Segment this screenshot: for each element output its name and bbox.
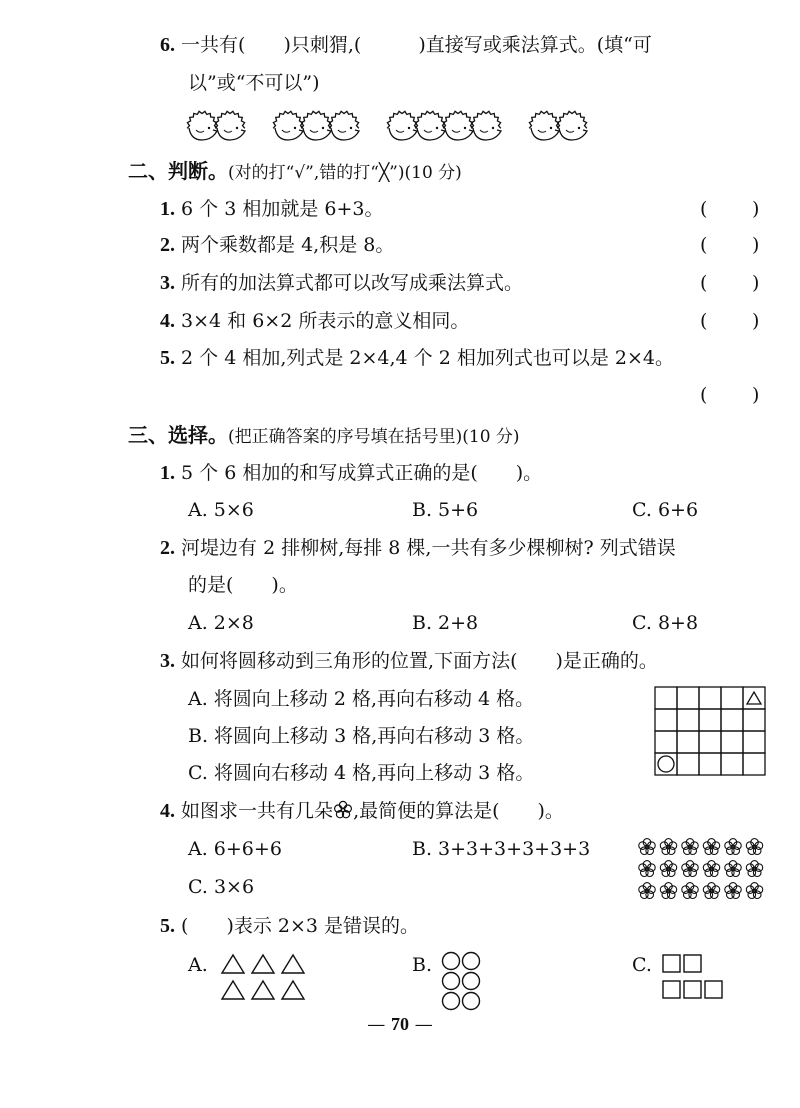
judge-item-text: 3×4 和 6×2 所表示的意义相同。 bbox=[181, 310, 470, 332]
section-3-title: 三、选择。 bbox=[128, 423, 228, 447]
hedgehog-icon bbox=[529, 111, 559, 140]
flower-icon bbox=[725, 883, 741, 899]
flower-icon bbox=[746, 839, 762, 855]
flower-icon bbox=[660, 861, 676, 877]
choice-q3-number: 3. bbox=[160, 650, 175, 672]
choice-q2-text: 河堤边有 2 排柳树,每排 8 棵,一共有多少棵柳树? 列式错误 bbox=[181, 537, 676, 559]
choice-q2-line1 bbox=[160, 535, 676, 561]
choice-q1-option-c[interactable]: C. 6+6 bbox=[632, 499, 699, 521]
flower-icon bbox=[333, 800, 353, 820]
grid-cell bbox=[743, 687, 765, 709]
section-3-heading bbox=[128, 422, 520, 450]
paren-open: ( bbox=[700, 310, 708, 332]
choice-q5-text: ( )表示 2×3 是错误的。 bbox=[181, 915, 420, 937]
choice-q4-option-a[interactable]: A. 6+6+6 bbox=[188, 838, 282, 860]
judge-item-text: 两个乘数都是 4,积是 8。 bbox=[181, 234, 395, 256]
flower-icon bbox=[746, 883, 762, 899]
grid-cell bbox=[721, 731, 743, 753]
hedgehog-icon bbox=[215, 111, 245, 140]
choice-q3-option-b[interactable]: B. 将圆向上移动 3 格,再向右移动 3 格。 bbox=[188, 725, 535, 747]
paren-open: ( bbox=[700, 234, 708, 256]
flower-icon bbox=[682, 861, 698, 877]
hedgehog-icon bbox=[273, 111, 303, 140]
q6-line2: 以”或“不可以”) bbox=[188, 72, 320, 94]
choice-q3-option-c[interactable]: C. 将圆向右移动 4 格,再向上移动 3 格。 bbox=[188, 762, 535, 784]
judge-item-text: 6 个 3 相加就是 6+3。 bbox=[181, 198, 384, 220]
q6-line1 bbox=[160, 32, 652, 58]
choice-q2-option-b[interactable]: B. 2+8 bbox=[412, 612, 479, 634]
squares-figure bbox=[662, 954, 732, 1000]
choice-q4-text-rest: ,最简便的算法是( )。 bbox=[353, 800, 564, 822]
paren-close: ) bbox=[752, 384, 760, 406]
grid-cell bbox=[721, 709, 743, 731]
grid-cell bbox=[655, 687, 677, 709]
judge-item-number: 2. bbox=[160, 234, 175, 256]
choice-q3-option-a[interactable]: A. 将圆向上移动 2 格,再向右移动 4 格。 bbox=[188, 688, 535, 710]
choice-q2-option-a[interactable]: A. 2×8 bbox=[188, 612, 254, 634]
choice-q2-line2: 的是( )。 bbox=[188, 574, 298, 596]
choice-q5-option-b[interactable]: B. bbox=[412, 954, 433, 976]
hedgehog-illustration bbox=[186, 108, 726, 144]
choice-q1-option-b[interactable]: B. 5+6 bbox=[412, 499, 479, 521]
judge-item-4 bbox=[160, 308, 469, 334]
q6-text: 一共有( )只刺猬,( )直接写或乘法算式。(填“可 bbox=[181, 34, 652, 56]
triangles-figure bbox=[220, 952, 310, 1002]
section-2-heading bbox=[128, 158, 462, 186]
grid-cell bbox=[699, 709, 721, 731]
flower-icon bbox=[703, 883, 719, 899]
q6-number: 6. bbox=[160, 34, 175, 56]
choice-q4-option-c[interactable]: C. 3×6 bbox=[188, 876, 255, 898]
flower-icon bbox=[639, 883, 655, 899]
grid-cell bbox=[699, 687, 721, 709]
grid-cell bbox=[721, 687, 743, 709]
flower-icon bbox=[639, 861, 655, 877]
paren-open: ( bbox=[700, 272, 708, 294]
choice-q5-option-a[interactable]: A. bbox=[188, 954, 208, 976]
flower-icon bbox=[682, 839, 698, 855]
page-dash-left: — bbox=[367, 1014, 386, 1035]
hedgehog-icon bbox=[329, 111, 359, 140]
choice-q5-number: 5. bbox=[160, 915, 175, 937]
flower-icon bbox=[639, 839, 655, 855]
choice-q4-number: 4. bbox=[160, 800, 175, 822]
grid-cell bbox=[743, 753, 765, 775]
paren-open: ( bbox=[700, 198, 708, 220]
paren-close: ) bbox=[752, 234, 760, 256]
grid-cell bbox=[743, 731, 765, 753]
hedgehog-icon bbox=[187, 111, 217, 140]
choice-q3 bbox=[160, 648, 658, 674]
choice-q2-number: 2. bbox=[160, 537, 175, 559]
flower-icon bbox=[703, 861, 719, 877]
judge-item-number: 3. bbox=[160, 272, 175, 294]
grid-cell bbox=[655, 731, 677, 753]
flower-icon bbox=[660, 839, 676, 855]
choice-q1-text: 5 个 6 相加的和写成算式正确的是( )。 bbox=[181, 462, 543, 484]
hedgehog-icon bbox=[301, 111, 331, 140]
section-2-note: (对的打“√”,错的打“╳”)(10 分) bbox=[228, 163, 462, 183]
page-dash-right: — bbox=[414, 1014, 433, 1035]
grid-cell bbox=[677, 731, 699, 753]
flower-icon bbox=[660, 883, 676, 899]
choice-q4 bbox=[160, 798, 564, 824]
paren-open: ( bbox=[700, 384, 708, 406]
flower-icon bbox=[682, 883, 698, 899]
hedgehog-icon bbox=[443, 111, 473, 140]
circles-figure bbox=[440, 950, 484, 1014]
grid-cell bbox=[677, 753, 699, 775]
grid-cell bbox=[677, 709, 699, 731]
judge-item-number: 5. bbox=[160, 347, 175, 369]
triangle-marker bbox=[747, 692, 761, 704]
flower-icon bbox=[746, 861, 762, 877]
choice-q5 bbox=[160, 913, 419, 939]
grid-cell bbox=[743, 709, 765, 731]
choice-q5-option-c[interactable]: C. bbox=[632, 954, 652, 976]
section-3-note: (把正确答案的序号填在括号里)(10 分) bbox=[228, 427, 520, 447]
grid-cell bbox=[699, 753, 721, 775]
choice-q2-option-c[interactable]: C. 8+8 bbox=[632, 612, 699, 634]
flower-array-figure bbox=[636, 836, 768, 906]
judge-item-number: 1. bbox=[160, 198, 175, 220]
judge-item-number: 4. bbox=[160, 310, 175, 332]
page-number bbox=[0, 1014, 800, 1035]
paren-close: ) bbox=[752, 310, 760, 332]
grid-cell bbox=[655, 709, 677, 731]
choice-q4-text: 如图求一共有几朵 bbox=[181, 800, 334, 822]
hedgehog-icon bbox=[415, 111, 445, 140]
choice-q1-number: 1. bbox=[160, 462, 175, 484]
choice-q4-option-b[interactable]: B. 3+3+3+3+3+3 bbox=[412, 838, 591, 860]
circle-marker bbox=[658, 756, 674, 772]
flower-icon bbox=[703, 839, 719, 855]
judge-item-2 bbox=[160, 232, 394, 258]
flower-icon bbox=[725, 861, 741, 877]
hedgehog-icon bbox=[471, 111, 501, 140]
grid-cell bbox=[721, 753, 743, 775]
grid-cell bbox=[699, 731, 721, 753]
hedgehog-icon bbox=[387, 111, 417, 140]
choice-q3-text: 如何将圆移动到三角形的位置,下面方法( )是正确的。 bbox=[181, 650, 658, 672]
judge-item-5 bbox=[160, 345, 674, 371]
paren-close: ) bbox=[752, 198, 760, 220]
flower-icon bbox=[725, 839, 741, 855]
choice-q1-option-a[interactable]: A. 5×6 bbox=[188, 499, 254, 521]
judge-item-text: 所有的加法算式都可以改写成乘法算式。 bbox=[181, 272, 524, 294]
paren-close: ) bbox=[752, 272, 760, 294]
hedgehog-icon bbox=[557, 111, 587, 140]
judge-item-1 bbox=[160, 196, 383, 222]
movement-grid-figure bbox=[654, 686, 766, 778]
judge-item-text: 2 个 4 相加,列式是 2×4,4 个 2 相加列式也可以是 2×4。 bbox=[181, 347, 674, 369]
page-number-value: 70 bbox=[391, 1014, 409, 1034]
choice-q1 bbox=[160, 460, 542, 486]
section-2-title: 二、判断。 bbox=[128, 159, 228, 183]
grid-cell bbox=[677, 687, 699, 709]
judge-item-3 bbox=[160, 270, 523, 296]
